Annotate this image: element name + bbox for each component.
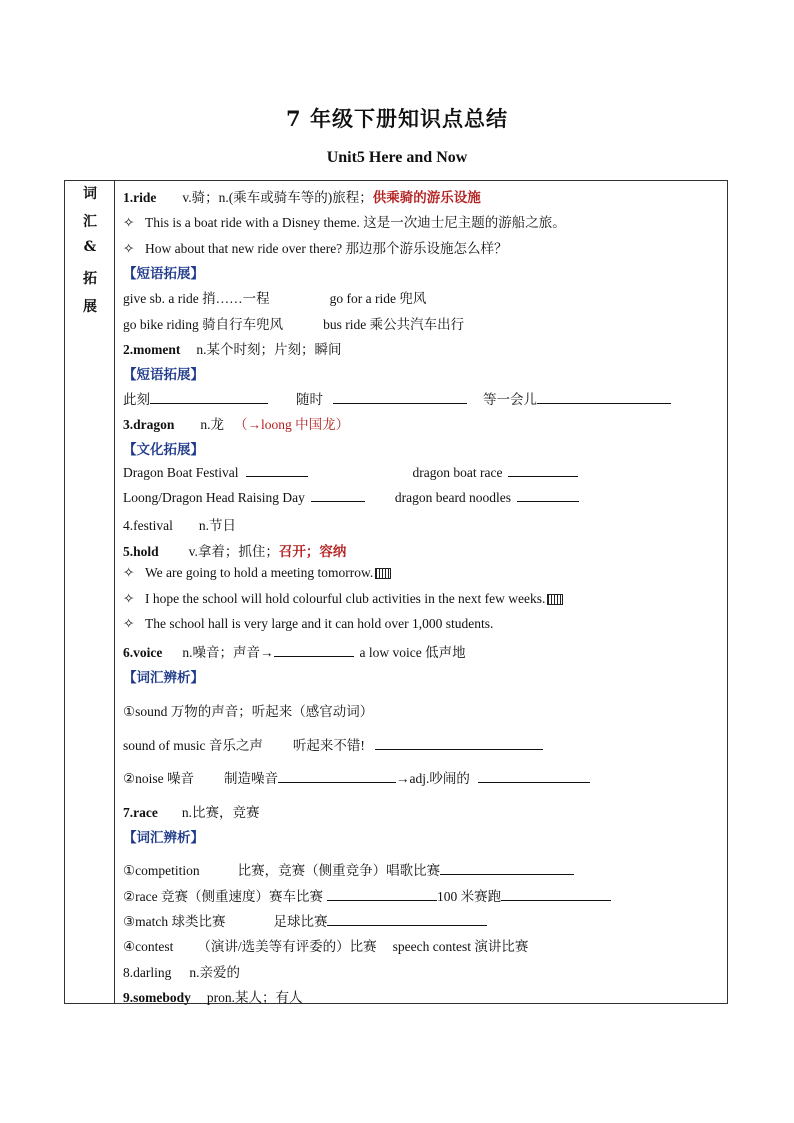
word-highlight: （→loong 中国龙） xyxy=(234,417,350,432)
phrase-row: go bike riding 骑自行车兜风 bus ride 乘公共汽车出行 xyxy=(123,317,465,332)
entry-darling xyxy=(123,961,240,981)
side-label-char: 拓 xyxy=(83,271,97,287)
entry-race xyxy=(123,801,259,821)
word-meaning: n.亲爱的 xyxy=(189,965,240,980)
example-sentence: ✧ The school hall is very large and it can hold over 1,000 students. xyxy=(123,616,494,631)
word-meaning: n.比赛，竞赛 xyxy=(181,805,260,820)
keyboard-icon xyxy=(547,594,563,605)
word-label: 3.dragon xyxy=(123,417,175,432)
page-title: 7 年级下册知识点总结 xyxy=(286,106,508,131)
word-label: 1.ride xyxy=(123,190,157,205)
answer-blank[interactable] xyxy=(375,737,543,750)
diamond-icon: ✧ xyxy=(123,591,135,606)
word-label: 8.darling xyxy=(123,965,172,980)
side-label-char: 展 xyxy=(83,299,97,315)
answer-blank[interactable] xyxy=(274,644,354,657)
entry-somebody xyxy=(123,986,303,1006)
entry-voice: 6.voice n.噪音；声音→ a low voice 低声地 xyxy=(123,645,466,660)
side-label-char: 词 xyxy=(83,186,97,202)
fill-blank-row: ①competition 比赛，竞赛（侧重竞争）唱歌比赛 xyxy=(123,859,574,879)
diamond-icon: ✧ xyxy=(123,215,135,230)
word-label: 6.voice xyxy=(123,645,163,660)
word-meaning: n.节日 xyxy=(198,518,236,533)
word-meaning: pron.某人；有人 xyxy=(206,990,303,1005)
word-label: 4.festival xyxy=(123,518,173,533)
answer-blank[interactable] xyxy=(327,913,487,926)
diamond-icon: ✧ xyxy=(123,565,135,580)
word-label: 2.moment xyxy=(123,342,181,357)
section-heading: 【短语拓展】 xyxy=(123,367,204,382)
fill-blank-row: 此刻 随时 等一会儿 xyxy=(123,388,671,408)
fill-blank-row: ③match 球类比赛 足球比赛 xyxy=(123,910,487,930)
answer-blank[interactable] xyxy=(278,770,396,783)
entry-hold xyxy=(123,540,346,560)
word-highlight: 召开；容纳 xyxy=(278,544,347,559)
answer-blank[interactable] xyxy=(508,464,578,477)
usage-row: ④contest （演讲/选美等有评委的）比赛 speech contest 演讲比赛 xyxy=(123,939,529,954)
answer-blank[interactable] xyxy=(327,888,437,901)
word-label: 5.hold xyxy=(123,544,159,559)
phrase-row: give sb. a ride 捎……一程 go for a ride 兜风 xyxy=(123,291,427,306)
section-heading: 【词汇辨析】 xyxy=(123,830,204,845)
answer-blank[interactable] xyxy=(440,862,574,875)
diamond-icon: ✧ xyxy=(123,241,135,256)
answer-blank[interactable] xyxy=(537,391,671,404)
fill-blank-row: ②noise 噪音 制造噪音 →adj.吵闹的 xyxy=(123,767,590,787)
example-sentence: ✧ This is a boat ride with a Disney theme. 这是一次迪士尼主题的游船之旅。 xyxy=(123,215,566,230)
answer-blank[interactable] xyxy=(311,489,365,502)
word-meaning: n.某个时刻；片刻；瞬间 xyxy=(196,342,342,357)
diamond-icon: ✧ xyxy=(123,616,135,631)
fill-blank-row: ②race 竞赛（侧重速度）赛车比赛 100 米赛跑 xyxy=(123,885,611,905)
entry-dragon xyxy=(123,413,349,433)
notes-table xyxy=(64,180,728,1004)
section-heading: 【短语拓展】 xyxy=(123,266,204,281)
answer-blank[interactable] xyxy=(517,489,579,502)
usage-row: ①sound 万物的声音；听起来（感官动词） xyxy=(123,704,374,719)
word-label: 9.somebody xyxy=(123,990,191,1005)
content-column xyxy=(116,181,727,1003)
answer-blank[interactable] xyxy=(150,391,268,404)
word-highlight: 供乘骑的游乐设施 xyxy=(372,190,481,205)
answer-blank[interactable] xyxy=(478,770,590,783)
entry-festival xyxy=(123,514,236,534)
fill-blank-row: Loong/Dragon Head Raising Day dragon beard noodles xyxy=(123,489,579,506)
answer-blank[interactable] xyxy=(246,464,308,477)
example-sentence: ✧ We are going to hold a meeting tomorrow. xyxy=(123,565,391,581)
word-meaning: v.拿着；抓住； xyxy=(188,544,279,559)
entry-ride xyxy=(123,186,481,206)
word-meaning: n.噪音；声音→ xyxy=(182,645,274,660)
example-sentence: ✧ How about that new ride over there? 那边那个游乐设施怎么样？ xyxy=(123,241,508,256)
fill-blank-row: Dragon Boat Festival dragon boat race xyxy=(123,464,578,481)
keyboard-icon xyxy=(375,568,391,579)
word-meaning: v.骑；n.(乘车或骑车等的)旅程； xyxy=(182,190,373,205)
example-sentence: ✧ I hope the school will hold colourful club activities in the next few weeks. xyxy=(123,591,563,607)
side-label-char: & xyxy=(83,239,97,255)
answer-blank[interactable] xyxy=(333,391,467,404)
fill-blank-row: sound of music 音乐之声 听起来不错! xyxy=(123,734,543,754)
unit-subtitle: Unit5 Here and Now xyxy=(326,149,468,166)
word-meaning: n.龙 xyxy=(200,417,225,432)
section-heading: 【文化拓展】 xyxy=(123,442,204,457)
answer-blank[interactable] xyxy=(501,888,611,901)
side-label-column xyxy=(65,181,115,1003)
entry-moment xyxy=(123,338,342,358)
side-label-char: 汇 xyxy=(83,214,97,230)
section-heading: 【词汇辨析】 xyxy=(123,670,204,685)
word-label: 7.race xyxy=(123,805,158,820)
